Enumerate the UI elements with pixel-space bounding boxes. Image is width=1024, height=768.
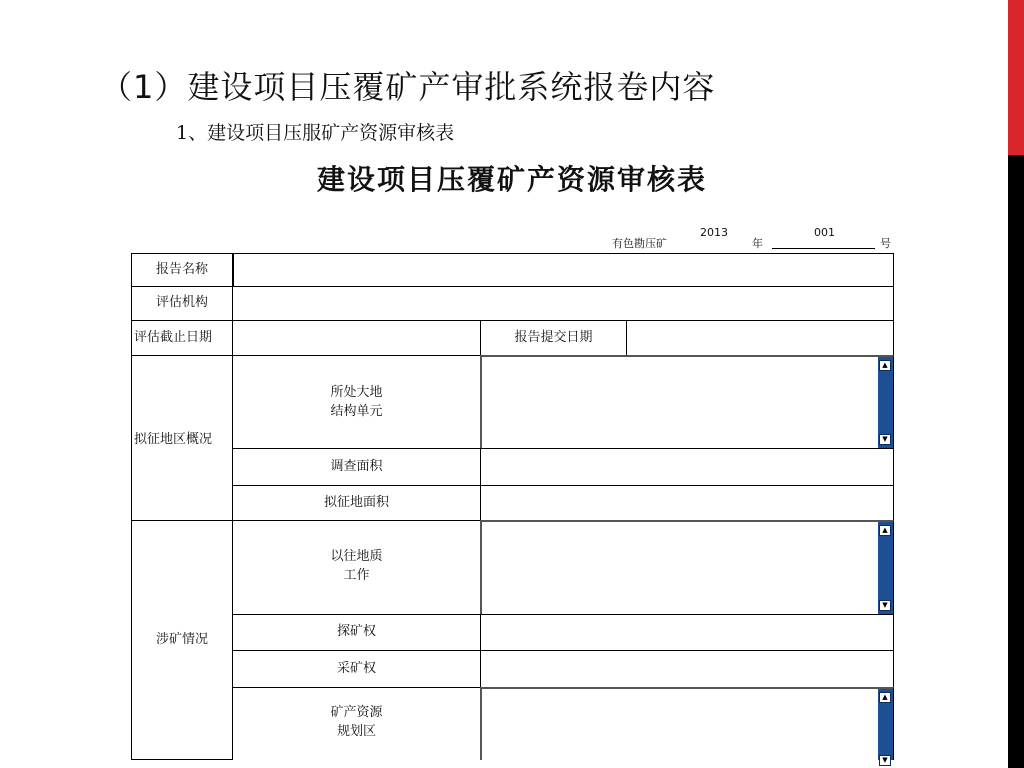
mining-right-label: 采矿权 <box>232 650 481 688</box>
doc-number-label: 号 <box>880 237 891 250</box>
doc-number-underline <box>772 248 875 249</box>
past-geo-work-textarea[interactable] <box>480 520 894 615</box>
doc-year: 2013 <box>700 226 728 239</box>
eval-org-label: 评估机构 <box>131 286 233 321</box>
scroll-up-arrow-icon[interactable]: ▲ <box>879 525 891 536</box>
exploration-right-field[interactable] <box>480 614 894 651</box>
geo-structure-unit-textarea[interactable] <box>480 355 894 449</box>
scroll-up-arrow-icon[interactable]: ▲ <box>879 692 891 703</box>
scroll-down-arrow-icon[interactable]: ▼ <box>879 600 891 611</box>
proposed-area-overview-label: 拟征地区概况 <box>131 355 233 521</box>
report-name-field[interactable] <box>232 253 894 287</box>
past-geo-work-scrollbar[interactable] <box>878 522 893 614</box>
past-geo-work-label: 以往地质 工作 <box>232 520 481 615</box>
scroll-up-arrow-icon[interactable]: ▲ <box>879 360 891 371</box>
accent-bar-red <box>1008 0 1024 155</box>
submit-date-field[interactable] <box>626 320 894 356</box>
eval-org-field[interactable] <box>232 286 894 321</box>
report-name-label: 报告名称 <box>131 253 233 287</box>
eval-cutoff-date-field[interactable] <box>232 320 481 356</box>
mining-situation-label: 涉矿情况 <box>131 520 233 760</box>
doc-year-label: 年 <box>752 237 763 250</box>
mineral-planning-zone-textarea[interactable] <box>480 687 894 764</box>
accent-bar-black <box>1008 155 1024 768</box>
slide-subheading: 1、建设项目压服矿产资源审核表 <box>176 122 455 144</box>
mining-right-field[interactable] <box>480 650 894 688</box>
doc-prefix: 有色勘压矿 <box>612 237 667 250</box>
geo-structure-unit-label: 所处大地 结构单元 <box>232 355 481 449</box>
exploration-right-label: 探矿权 <box>232 614 481 651</box>
scroll-down-arrow-icon[interactable]: ▼ <box>879 755 891 766</box>
mineral-planning-zone-scrollbar[interactable] <box>878 689 893 764</box>
scroll-down-arrow-icon[interactable]: ▼ <box>879 434 891 445</box>
submit-date-label: 报告提交日期 <box>480 320 627 356</box>
form-title: 建设项目压覆矿产资源审核表 <box>316 163 707 196</box>
geo-structure-unit-scrollbar[interactable] <box>878 357 893 448</box>
survey-area-field[interactable] <box>480 448 894 486</box>
mineral-planning-zone-label: 矿产资源 规划区 <box>232 687 481 760</box>
doc-number: 001 <box>814 226 835 239</box>
survey-area-label: 调查面积 <box>232 448 481 486</box>
slide-heading: （1）建设项目压覆矿产审批系统报卷内容 <box>100 68 716 106</box>
proposed-land-area-field[interactable] <box>480 485 894 521</box>
eval-cutoff-date-label: 评估截止日期 <box>131 320 233 356</box>
proposed-land-area-label: 拟征地面积 <box>232 485 481 521</box>
